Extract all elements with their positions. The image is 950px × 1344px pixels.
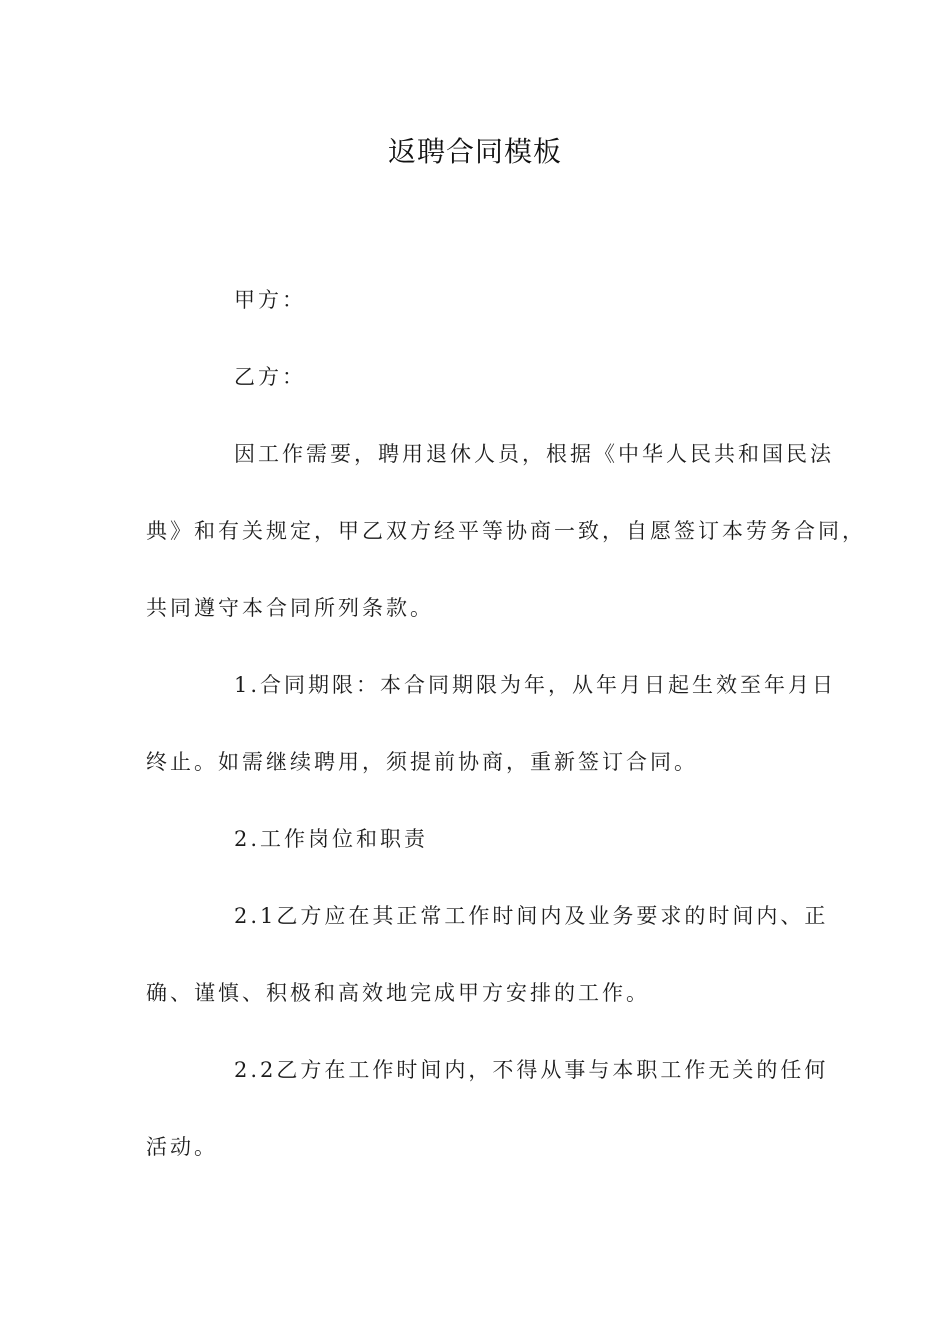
paragraph-line: 典》和有关规定，甲乙双方经平等协商一致，自愿签订本劳务合同， bbox=[146, 519, 866, 543]
paragraph-line: 1.合同期限：本合同期限为年，从年月日起生效至年月日 bbox=[234, 673, 837, 697]
paragraph-line: 2.2乙方在工作时间内，不得从事与本职工作无关的任何 bbox=[234, 1058, 829, 1082]
clause-2-1-paragraph bbox=[146, 878, 829, 1032]
preamble-paragraph bbox=[146, 416, 866, 647]
clause-2-heading bbox=[146, 801, 796, 878]
clause-2-2-paragraph bbox=[146, 1032, 829, 1186]
paragraph-line: 共同遵守本合同所列条款。 bbox=[146, 596, 434, 620]
party-a-paragraph bbox=[146, 262, 796, 339]
paragraph-line: 甲方： bbox=[234, 288, 306, 312]
paragraph-line: 因工作需要，聘用退休人员，根据《中华人民共和国民法 bbox=[234, 442, 834, 466]
party-b-paragraph bbox=[146, 339, 796, 416]
paragraph-line: 乙方： bbox=[234, 365, 306, 389]
document-body bbox=[146, 262, 866, 1186]
paragraph-line: 2.1乙方应在其正常工作时间内及业务要求的时间内、正 bbox=[234, 904, 829, 928]
document-title: 返聘合同模板 bbox=[387, 135, 562, 168]
paragraph-line: 活动。 bbox=[146, 1135, 218, 1159]
paragraph-line: 确、谨慎、积极和高效地完成甲方安排的工作。 bbox=[146, 981, 650, 1005]
clause-1-paragraph bbox=[146, 647, 837, 801]
paragraph-line: 终止。如需继续聘用，须提前协商，重新签订合同。 bbox=[146, 750, 698, 774]
paragraph-line: 2.工作岗位和职责 bbox=[234, 827, 429, 851]
